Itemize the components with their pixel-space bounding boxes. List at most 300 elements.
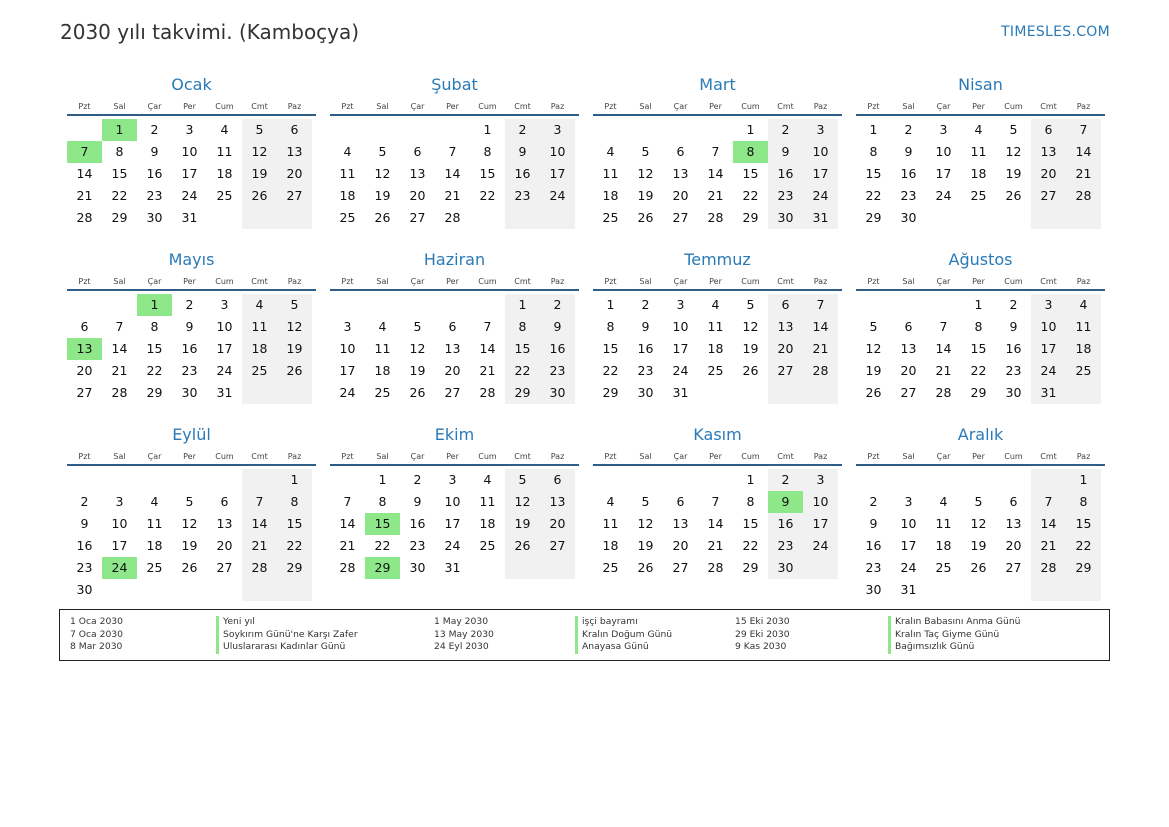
day-cell: 1 (1066, 469, 1101, 491)
weekday-header (856, 98, 1105, 116)
legend-names-column (216, 616, 358, 654)
day-cell: 20 (768, 338, 803, 360)
day-cell: 30 (865, 582, 882, 597)
empty-cell (1066, 207, 1101, 229)
day-cell: 13 (768, 316, 803, 338)
weekday-label: Paz (813, 452, 828, 461)
empty-cell (1066, 579, 1101, 601)
day-cell: 27 (672, 210, 689, 225)
empty-cell (172, 579, 207, 601)
day-cell: 3 (115, 494, 124, 509)
day-cell: 14 (803, 316, 838, 338)
empty-cell (242, 382, 277, 404)
day-cell: 24 (1031, 360, 1066, 382)
empty-cell (137, 469, 172, 491)
day-cell: 12 (865, 341, 882, 356)
day-cell: 20 (1005, 538, 1022, 553)
day-cell: 22 (865, 188, 882, 203)
legend-date: 7 Oca 2030 (70, 628, 123, 640)
weekday-label: Sal (113, 452, 126, 461)
day-cell: 14 (1031, 513, 1066, 535)
legend-names-column (888, 616, 1021, 654)
empty-cell (172, 469, 207, 491)
empty-cell (505, 557, 540, 579)
day-cell: 22 (146, 363, 163, 378)
day-cell: 17 (111, 538, 128, 553)
day-cell: 13 (1031, 141, 1066, 163)
month-9 (323, 422, 586, 597)
weekday-label: Sal (113, 277, 126, 286)
day-cell: 27 (277, 185, 312, 207)
day-cell: 11 (146, 516, 163, 531)
legend-date: 15 Eki 2030 (735, 616, 790, 627)
day-cell: 26 (1005, 188, 1022, 203)
day-cell: 21 (1031, 535, 1066, 557)
day-cell: 16 (900, 166, 917, 181)
weekday-label: Çar (673, 277, 688, 286)
day-cell: 12 (409, 341, 426, 356)
day-cell: 16 (1005, 341, 1022, 356)
day-cell: 3 (939, 122, 948, 137)
day-cell: 16 (409, 516, 426, 531)
weekday-label: Sal (639, 277, 652, 286)
empty-cell (277, 207, 312, 229)
empty-cell (996, 579, 1031, 601)
day-cell: 8 (277, 491, 312, 513)
day-cell: 11 (374, 341, 391, 356)
day-cell: 4 (378, 319, 387, 334)
day-cell: 1 (746, 122, 755, 137)
day-cell: 18 (1066, 338, 1101, 360)
weekday-header (593, 273, 842, 291)
empty-cell (996, 207, 1031, 229)
day-cell: 20 (216, 538, 233, 553)
day-cell: 23 (768, 185, 803, 207)
day-cell: 20 (672, 188, 689, 203)
day-cell: 30 (637, 385, 654, 400)
weekday-label: Cmt (777, 452, 794, 461)
day-cell: 6 (540, 469, 575, 491)
weekday-label: Per (972, 277, 985, 286)
holiday-day-cell: 7 (67, 141, 102, 163)
day-cell: 4 (974, 122, 983, 137)
day-cell: 29 (602, 385, 619, 400)
legend-date: 13 May 2030 (434, 628, 494, 640)
day-cell: 8 (378, 494, 387, 509)
day-cell: 16 (181, 341, 198, 356)
empty-cell (961, 207, 996, 229)
day-cell: 5 (869, 319, 878, 334)
day-cell: 28 (111, 385, 128, 400)
day-cell: 9 (540, 316, 575, 338)
day-cell: 4 (711, 297, 720, 312)
day-cell: 31 (672, 385, 689, 400)
day-cell: 26 (970, 560, 987, 575)
day-cell: 1 (378, 472, 387, 487)
day-cell: 22 (970, 363, 987, 378)
day-cell: 14 (935, 341, 952, 356)
day-cell: 27 (409, 210, 426, 225)
legend-holiday-name: Kralın Taç Giyme Günü (888, 629, 1021, 642)
weekday-label: Çar (673, 102, 688, 111)
day-cell: 17 (181, 166, 198, 181)
day-cell: 25 (146, 560, 163, 575)
day-cell: 6 (413, 144, 422, 159)
day-cell: 5 (185, 494, 194, 509)
empty-cell (768, 382, 803, 404)
weekday-label: Cum (215, 452, 234, 461)
day-cell: 11 (216, 144, 233, 159)
empty-cell (593, 469, 628, 491)
day-cell: 25 (602, 210, 619, 225)
day-cell: 30 (76, 582, 93, 597)
weekday-label: Paz (287, 452, 302, 461)
day-cell: 7 (711, 144, 720, 159)
day-cell: 15 (146, 341, 163, 356)
day-cell: 30 (409, 560, 426, 575)
day-cell: 15 (865, 166, 882, 181)
empty-cell (856, 469, 891, 491)
day-cell: 1 (505, 294, 540, 316)
day-cell: 2 (150, 122, 159, 137)
empty-cell (435, 119, 470, 141)
day-cell: 23 (76, 560, 93, 575)
day-cell: 18 (707, 341, 724, 356)
day-cell: 26 (637, 560, 654, 575)
day-cell: 22 (742, 538, 759, 553)
weekday-header (856, 273, 1105, 291)
weekday-label: Cum (478, 452, 497, 461)
month-4 (60, 247, 323, 422)
weekday-label: Sal (376, 102, 389, 111)
empty-cell (926, 469, 961, 491)
legend-holiday-name: Anayasa Günü (575, 641, 672, 654)
day-cell: 27 (900, 385, 917, 400)
empty-cell (242, 469, 277, 491)
day-cell: 30 (540, 382, 575, 404)
day-cell: 29 (742, 560, 759, 575)
month-7 (849, 247, 1112, 422)
day-cell: 21 (803, 338, 838, 360)
day-cell: 20 (277, 163, 312, 185)
month-0 (60, 72, 323, 247)
empty-cell (996, 469, 1031, 491)
day-cell: 18 (146, 538, 163, 553)
day-cell: 5 (505, 469, 540, 491)
day-cell: 8 (746, 494, 755, 509)
day-cell: 27 (540, 535, 575, 557)
day-cell: 15 (505, 338, 540, 360)
day-cell: 8 (974, 319, 983, 334)
holiday-day-cell: 8 (733, 141, 768, 163)
day-cell: 22 (111, 188, 128, 203)
day-cell: 13 (216, 516, 233, 531)
day-cell: 8 (505, 316, 540, 338)
weekday-label: Sal (639, 102, 652, 111)
day-cell: 10 (111, 516, 128, 531)
day-cell: 5 (746, 297, 755, 312)
day-cell: 15 (111, 166, 128, 181)
days-grid (856, 469, 1105, 601)
day-cell: 16 (540, 338, 575, 360)
day-cell: 8 (483, 144, 492, 159)
day-cell: 21 (707, 188, 724, 203)
legend-holiday-name: Kralın Doğum Günü (575, 629, 672, 642)
day-cell: 7 (483, 319, 492, 334)
day-cell: 19 (374, 188, 391, 203)
brand-link[interactable]: TIMESLES.COM (1001, 24, 1110, 40)
days-grid (856, 119, 1105, 229)
weekday-label: Çar (936, 102, 951, 111)
day-cell: 28 (1031, 557, 1066, 579)
weekday-label: Pzt (78, 277, 91, 286)
day-cell: 23 (540, 360, 575, 382)
day-cell: 13 (540, 491, 575, 513)
empty-cell (505, 207, 540, 229)
day-cell: 17 (216, 341, 233, 356)
day-cell: 12 (742, 319, 759, 334)
empty-cell (400, 294, 435, 316)
day-cell: 29 (1066, 557, 1101, 579)
day-cell: 19 (742, 341, 759, 356)
month-5 (323, 247, 586, 422)
days-grid (67, 294, 316, 404)
day-cell: 31 (803, 207, 838, 229)
weekday-label: Paz (1076, 452, 1091, 461)
day-cell: 26 (637, 210, 654, 225)
day-cell: 15 (742, 516, 759, 531)
day-cell: 27 (76, 385, 93, 400)
day-cell: 23 (865, 560, 882, 575)
day-cell: 16 (865, 538, 882, 553)
empty-cell (891, 469, 926, 491)
day-cell: 30 (900, 210, 917, 225)
empty-cell (207, 579, 242, 601)
day-cell: 28 (707, 210, 724, 225)
weekday-label: Çar (147, 452, 162, 461)
weekday-label: Çar (936, 277, 951, 286)
day-cell: 20 (444, 363, 461, 378)
weekday-label: Per (709, 452, 722, 461)
weekday-label: Cmt (514, 452, 531, 461)
day-cell: 26 (742, 363, 759, 378)
day-cell: 19 (409, 363, 426, 378)
day-cell: 22 (374, 538, 391, 553)
day-cell: 29 (111, 210, 128, 225)
empty-cell (137, 579, 172, 601)
empty-cell (400, 119, 435, 141)
legend-holiday-name: işçi bayramı (575, 616, 672, 629)
empty-cell (1031, 469, 1066, 491)
day-cell: 31 (444, 560, 461, 575)
empty-cell (926, 579, 961, 601)
weekday-label: Cmt (1040, 452, 1057, 461)
weekday-label: Cum (741, 102, 760, 111)
day-cell: 6 (448, 319, 457, 334)
day-cell: 6 (220, 494, 229, 509)
weekday-label: Per (972, 102, 985, 111)
day-cell: 1 (869, 122, 878, 137)
day-cell: 25 (479, 538, 496, 553)
day-cell: 12 (374, 166, 391, 181)
day-cell: 12 (637, 516, 654, 531)
day-cell: 13 (1005, 516, 1022, 531)
weekday-label: Cum (215, 277, 234, 286)
day-cell: 19 (970, 538, 987, 553)
day-cell: 23 (1005, 363, 1022, 378)
empty-cell (961, 579, 996, 601)
day-cell: 15 (1066, 513, 1101, 535)
empty-cell (1031, 207, 1066, 229)
day-cell: 24 (803, 535, 838, 557)
day-cell: 25 (242, 360, 277, 382)
day-cell: 30 (768, 207, 803, 229)
day-cell: 14 (444, 166, 461, 181)
day-cell: 1 (277, 469, 312, 491)
day-cell: 12 (1005, 144, 1022, 159)
page-title: 2030 yılı takvimi. (Kamboçya) (60, 20, 360, 44)
empty-cell (593, 119, 628, 141)
day-cell: 4 (606, 494, 615, 509)
day-cell: 25 (935, 560, 952, 575)
weekday-label: Cmt (777, 277, 794, 286)
day-cell: 14 (479, 341, 496, 356)
day-cell: 21 (444, 188, 461, 203)
month-name: Kasım (693, 425, 742, 444)
day-cell: 5 (378, 144, 387, 159)
empty-cell (102, 579, 137, 601)
legend-holiday-name: Kralın Babasını Anma Günü (888, 616, 1021, 629)
weekday-label: Paz (813, 102, 828, 111)
day-cell: 31 (1031, 382, 1066, 404)
day-cell: 10 (803, 491, 838, 513)
day-cell: 14 (242, 513, 277, 535)
day-cell: 18 (970, 166, 987, 181)
calendar-grid (60, 72, 1110, 602)
empty-cell (470, 207, 505, 229)
day-cell: 11 (1066, 316, 1101, 338)
weekday-label: Cum (1004, 277, 1023, 286)
day-cell: 30 (1005, 385, 1022, 400)
day-cell: 21 (339, 538, 356, 553)
empty-cell (277, 579, 312, 601)
weekday-label: Per (446, 452, 459, 461)
month-name: Aralık (957, 425, 1004, 444)
day-cell: 27 (444, 385, 461, 400)
day-cell: 24 (181, 188, 198, 203)
day-cell: 16 (505, 163, 540, 185)
weekday-label: Sal (902, 452, 915, 461)
weekday-label: Pzt (867, 102, 880, 111)
day-cell: 6 (768, 294, 803, 316)
legend-holiday-name: Soykırım Günü'ne Karşı Zafer (216, 629, 358, 642)
month-1 (323, 72, 586, 247)
day-cell: 25 (707, 363, 724, 378)
day-cell: 13 (672, 166, 689, 181)
weekday-label: Cum (1004, 452, 1023, 461)
legend-holiday-name: Bağımsızlık Günü (888, 641, 1021, 654)
empty-cell (540, 557, 575, 579)
day-cell: 24 (339, 385, 356, 400)
day-cell: 18 (935, 538, 952, 553)
empty-cell (926, 207, 961, 229)
month-3 (849, 72, 1112, 247)
day-cell: 21 (707, 538, 724, 553)
weekday-label: Cum (478, 102, 497, 111)
weekday-header (67, 98, 316, 116)
day-cell: 20 (672, 538, 689, 553)
day-cell: 4 (242, 294, 277, 316)
day-cell: 12 (181, 516, 198, 531)
day-cell: 19 (242, 163, 277, 185)
day-cell: 11 (602, 516, 619, 531)
legend-dates-column (70, 616, 123, 654)
weekday-label: Pzt (78, 102, 91, 111)
day-cell: 19 (637, 538, 654, 553)
day-cell: 19 (181, 538, 198, 553)
day-cell: 9 (150, 144, 159, 159)
day-cell: 18 (374, 363, 391, 378)
day-cell: 4 (483, 472, 492, 487)
day-cell: 2 (1009, 297, 1018, 312)
weekday-label: Sal (902, 102, 915, 111)
empty-cell (803, 382, 838, 404)
empty-cell (330, 119, 365, 141)
day-cell: 10 (339, 341, 356, 356)
day-cell: 1 (746, 472, 755, 487)
day-cell: 3 (803, 469, 838, 491)
day-cell: 24 (935, 188, 952, 203)
day-cell: 11 (935, 516, 952, 531)
days-grid (330, 119, 579, 229)
day-cell: 15 (602, 341, 619, 356)
empty-cell (242, 579, 277, 601)
day-cell: 2 (505, 119, 540, 141)
month-name: Mayıs (168, 250, 215, 269)
month-name: Nisan (958, 75, 1003, 94)
day-cell: 29 (505, 382, 540, 404)
weekday-label: Per (709, 277, 722, 286)
day-cell: 3 (540, 119, 575, 141)
day-cell: 27 (216, 560, 233, 575)
day-cell: 19 (277, 338, 312, 360)
day-cell: 16 (637, 341, 654, 356)
day-cell: 21 (1066, 163, 1101, 185)
month-8 (60, 422, 323, 597)
day-cell: 19 (865, 363, 882, 378)
empty-cell (926, 294, 961, 316)
day-cell: 24 (216, 363, 233, 378)
weekday-label: Paz (287, 102, 302, 111)
weekday-label: Pzt (867, 452, 880, 461)
weekday-label: Çar (147, 102, 162, 111)
day-cell: 4 (939, 494, 948, 509)
day-cell: 29 (146, 385, 163, 400)
day-cell: 14 (339, 516, 356, 531)
day-cell: 22 (479, 188, 496, 203)
day-cell: 3 (220, 297, 229, 312)
weekday-label: Cum (741, 452, 760, 461)
day-cell: 21 (111, 363, 128, 378)
day-cell: 26 (865, 385, 882, 400)
day-cell: 15 (742, 166, 759, 181)
day-cell: 31 (216, 385, 233, 400)
day-cell: 24 (900, 560, 917, 575)
empty-cell (470, 294, 505, 316)
day-cell: 28 (935, 385, 952, 400)
day-cell: 7 (939, 319, 948, 334)
weekday-label: Pzt (78, 452, 91, 461)
